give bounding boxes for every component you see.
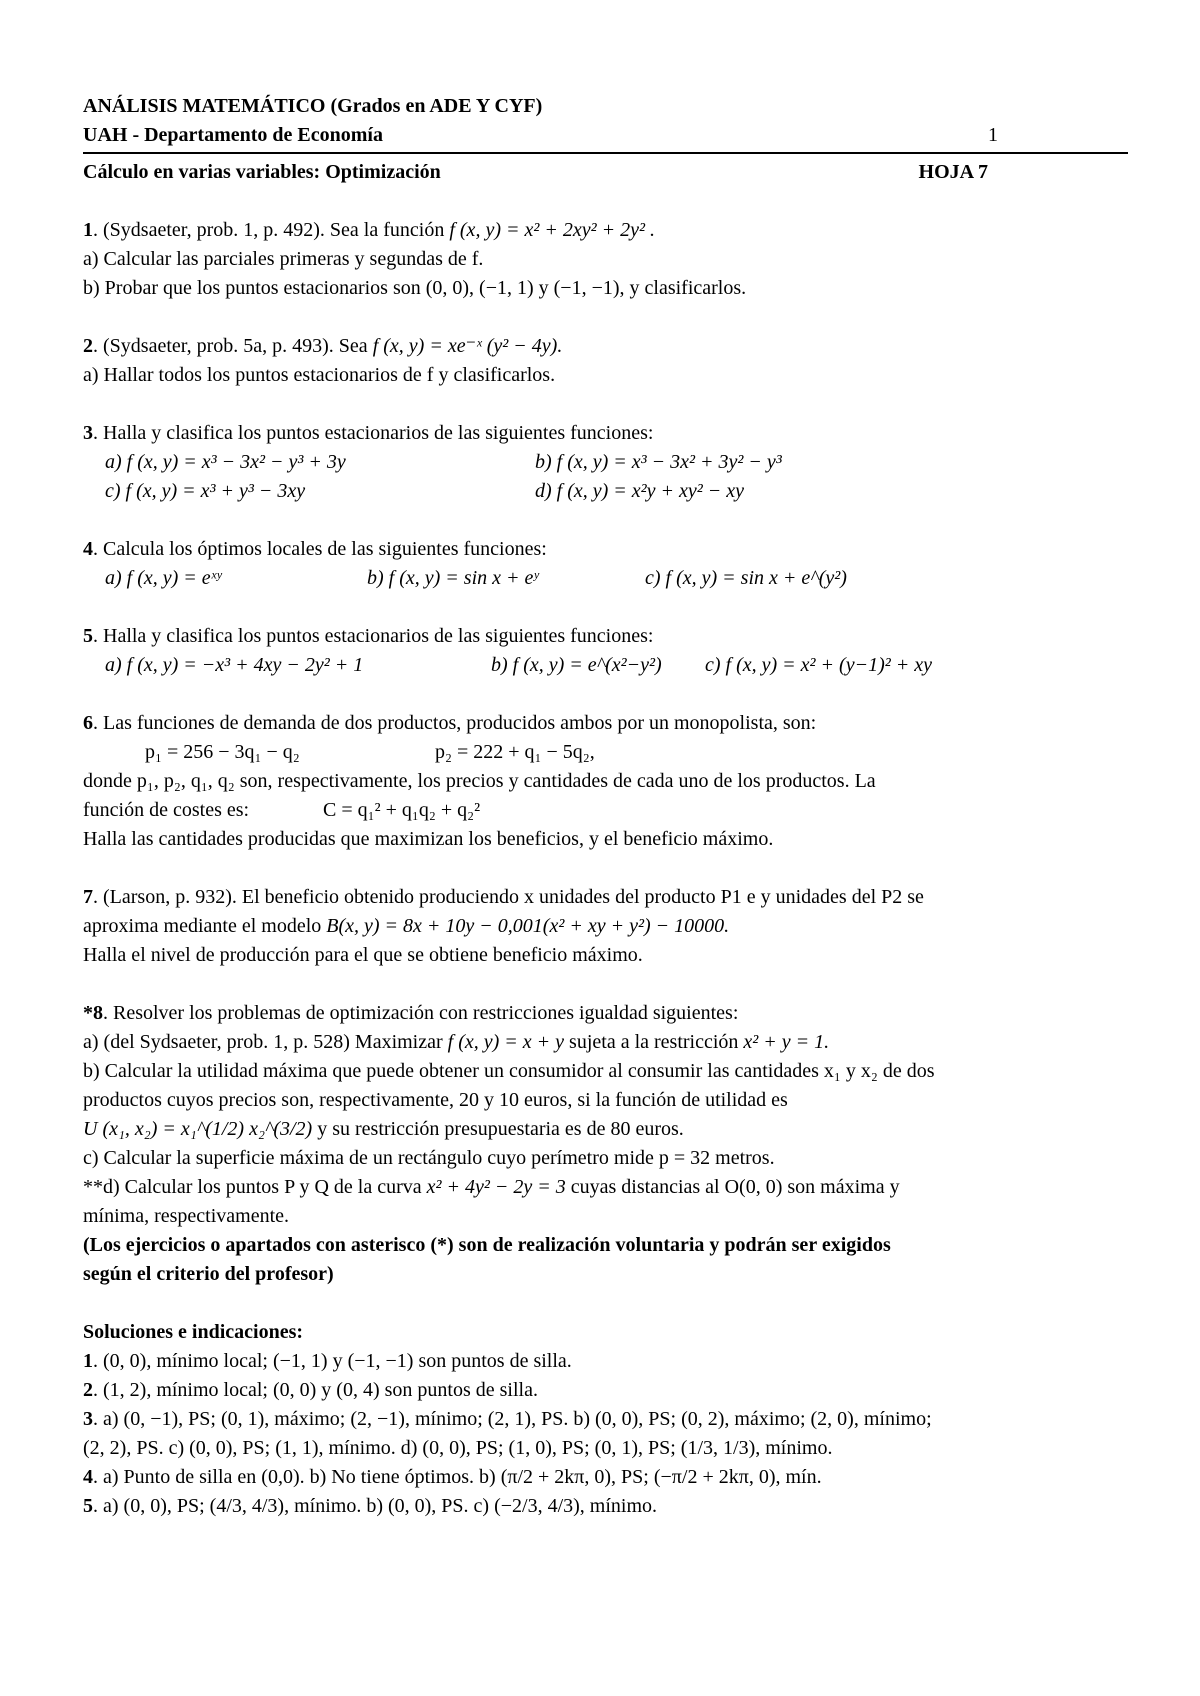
formula: f (x, y) = x² + 2xy² + 2y² . (449, 219, 655, 241)
problem-4: 4. Calcula los óptimos locales de las siguientes funciones: a) f (x, y) = eˣʸ b) f (x, y) = sin x + eʸ c) f (x, y) = sin x + e^(y²) (83, 535, 1128, 593)
topic-title: Cálculo en varias variables: Optimización (83, 161, 441, 183)
problem-2: 2. (Sydsaeter, prob. 5a, p. 493). Sea f (x, y) = xe⁻ˣ (y² − 4y). a) Hallar todos los puntos estacionarios de f y clasificarlos. (83, 332, 1128, 390)
part-c: c) f (x, y) = sin x + e^(y²) (645, 567, 847, 589)
solutions-title: Soluciones e indicaciones: (83, 1321, 304, 1343)
problem-8: *8. Resolver los problemas de optimización con restricciones igualdad siguientes: a) (del Sydsaeter, prob. 1, p. 528) Maximizar f (x, y) = x + y sujeta a la restricción x² + y = 1. b) Calcular la utilidad máxima que puede obtener un consumidor al consumir las cantidades x₁ y x₂ de dos productos cuyos precios son, respectivamente, 20 y 10 euros, si la función de utilidad es U (x₁, x₂) = x₁^(1/2) x₂^(3/2) y su restricción presupuestaria es de 80 euros. c) Calcular la superficie máxima de un rectángulo cuyo perímetro mide p = 32 metros. **d) Calcular los puntos P y Q de la curva x² + 4y² − 2y = 3 cuyas distancias al O(0, 0) son máxima y mínima, respectivamente. (Los ejercicios o apartados con asterisco (*) son de realización voluntaria y podrán ser exigidos según el criterio del profesor) (83, 999, 1128, 1289)
optional-note: (Los ejercicios o apartados con asterisco (*) son de realización voluntaria y podrán ser exigidos (83, 1234, 891, 1256)
part-c: c) f (x, y) = x³ + y³ − 3xy (105, 480, 306, 502)
problem-number: 5 (83, 625, 93, 647)
demand-eq-2: p₂ = 222 + q₁ − 5q₂, (435, 741, 595, 763)
problem-3: 3. Halla y clasifica los puntos estacionarios de las siguientes funciones: a) f (x, y) = x³ − 3x² − y³ + 3y b) f (x, y) = x³ − 3x² + 3y² − y³ c) f (x, y) = x³ + y³ − 3xy d) f (x, y) = x²y + xy² − xy (83, 419, 1128, 506)
part-d: **d) Calcular los puntos P y Q de la curva x² + 4y² − 2y = 3 cuyas distancias al O(0, 0) son máxima y (83, 1176, 900, 1198)
cost-function: C = q₁² + q₁q₂ + q₂² (323, 799, 481, 821)
problem-number: 1 (83, 219, 93, 241)
part-a: a) Hallar todos los puntos estacionarios de f y clasificarlos. (83, 364, 556, 386)
part-b: b) Probar que los puntos estacionarios son (0, 0), (−1, 1) y (−1, −1), y clasificarlos. (83, 277, 747, 299)
part-b: b) f (x, y) = sin x + eʸ (367, 567, 539, 589)
problem-number: *8 (83, 1002, 103, 1024)
problem-number: 7 (83, 886, 93, 908)
problem-number: 6 (83, 712, 93, 734)
part-c: c) f (x, y) = x² + (y−1)² + xy (705, 654, 932, 676)
formula: f (x, y) = xe⁻ˣ (y² − 4y). (372, 335, 563, 357)
solution-4: 4. a) Punto de silla en (0,0). b) No tiene óptimos. b) (π/2 + 2kπ, 0), PS; (−π/2 + 2kπ, 0), mín. (83, 1466, 822, 1488)
solutions: Soluciones e indicaciones: 1. (0, 0), mínimo local; (−1, 1) y (−1, −1) son puntos de silla. 2. (1, 2), mínimo local; (0, 0) y (0, 4) son puntos de silla. 3. a) (0, −1), PS; (0, 1), máximo; (2, −1), mínimo; (2, 1), PS. b) (0, 0), PS; (0, 2), máximo; (2, 0), mínimo; (2, 2), PS. c) (0, 0), PS; (1, 1), mínimo. d) (0, 0), PS; (1, 0), PS; (0, 1), PS; (1/3, 1/3), mínimo. 4. a) Punto de silla en (0,0). b) No tiene óptimos. b) (π/2 + 2kπ, 0), PS; (−π/2 + 2kπ, 0), mín. 5. a) (0, 0), PS; (4/3, 4/3), mínimo. b) (0, 0), PS. c) (−2/3, 4/3), mínimo. (83, 1318, 1128, 1521)
solution-3: 3. a) (0, −1), PS; (0, 1), máximo; (2, −1), mínimo; (2, 1), PS. b) (0, 0), PS; (0, 2), máximo; (2, 0), mínimo; (83, 1408, 932, 1430)
part-c: c) Calcular la superficie máxima de un rectángulo cuyo perímetro mide p = 32 metros. (83, 1147, 775, 1169)
solution-1: 1. (0, 0), mínimo local; (−1, 1) y (−1, −1) son puntos de silla. (83, 1350, 572, 1372)
problem-1: 1. (Sydsaeter, prob. 1, p. 492). Sea la función f (x, y) = x² + 2xy² + 2y² . a) Calcular las parciales primeras y segundas de f. b) Probar que los puntos estacionarios son (0, 0), (−1, 1) y (−1, −1), y clasificarlos. (83, 216, 1128, 303)
header (83, 92, 1128, 187)
part-a: a) Calcular las parciales primeras y segundas de f. (83, 248, 484, 270)
problem-6: 6. Las funciones de demanda de dos productos, producidos ambos por un monopolista, son: p₁ = 256 − 3q₁ − q₂ p₂ = 222 + q₁ − 5q₂, donde p₁, p₂, q₁, q₂ son, respectivamente, los precios y cantidades de cada uno de los productos. La función de costes es: C = q₁² + q₁q₂ + q₂² Halla las cantidades producidas que maximizan los beneficios, y el beneficio máximo. (83, 712, 876, 850)
page-number: 1 (988, 124, 998, 146)
problem-number: 2 (83, 335, 93, 357)
problem-number: 4 (83, 538, 93, 560)
part-a: a) f (x, y) = eˣʸ (105, 567, 222, 589)
sheet-label: HOJA 7 (918, 161, 988, 183)
header-rule (83, 152, 1128, 154)
document-page (83, 92, 1128, 1521)
formula: B(x, y) = 8x + 10y − 0,001(x² + xy + y²) − 10000. (326, 915, 730, 937)
problem-number: 3 (83, 422, 93, 444)
problem-5: 5. Halla y clasifica los puntos estacionarios de las siguientes funciones: a) f (x, y) = −x³ + 4xy − 2y² + 1 b) f (x, y) = e^(x²−y²) c) f (x, y) = x² + (y−1)² + xy (83, 622, 1128, 680)
part-b: b) Calcular la utilidad máxima que puede obtener un consumidor al consumir las cantidades x₁ y x₂ de dos (83, 1060, 935, 1082)
department: UAH - Departamento de Economía (83, 124, 383, 146)
course-title: ANÁLISIS MATEMÁTICO (Grados en ADE Y CYF) (83, 95, 543, 117)
part-d: d) f (x, y) = x²y + xy² − xy (535, 480, 745, 502)
part-a: a) (del Sydsaeter, prob. 1, p. 528) Maximizar f (x, y) = x + y sujeta a la restricción x² + y = 1. (83, 1031, 830, 1053)
solution-2: 2. (1, 2), mínimo local; (0, 0) y (0, 4) son puntos de silla. (83, 1379, 538, 1401)
part-b: b) f (x, y) = e^(x²−y²) (491, 654, 662, 676)
part-a: a) f (x, y) = −x³ + 4xy − 2y² + 1 (105, 654, 364, 676)
part-a: a) f (x, y) = x³ − 3x² − y³ + 3y (105, 451, 346, 473)
part-b: b) f (x, y) = x³ − 3x² + 3y² − y³ (535, 451, 782, 473)
demand-eq-1: p₁ = 256 − 3q₁ − q₂ (145, 741, 300, 763)
problem-7: 7. (Larson, p. 932). El beneficio obtenido produciendo x unidades del producto P1 e y unidades del P2 se aproxima mediante el modelo B(x, y) = 8x + 10y − 0,001(x² + xy + y²) − 10000. Halla el nivel de producción para el que se obtiene beneficio máximo. (83, 886, 924, 966)
solution-5: 5. a) (0, 0), PS; (4/3, 4/3), mínimo. b) (0, 0), PS. c) (−2/3, 4/3), mínimo. (83, 1495, 658, 1517)
